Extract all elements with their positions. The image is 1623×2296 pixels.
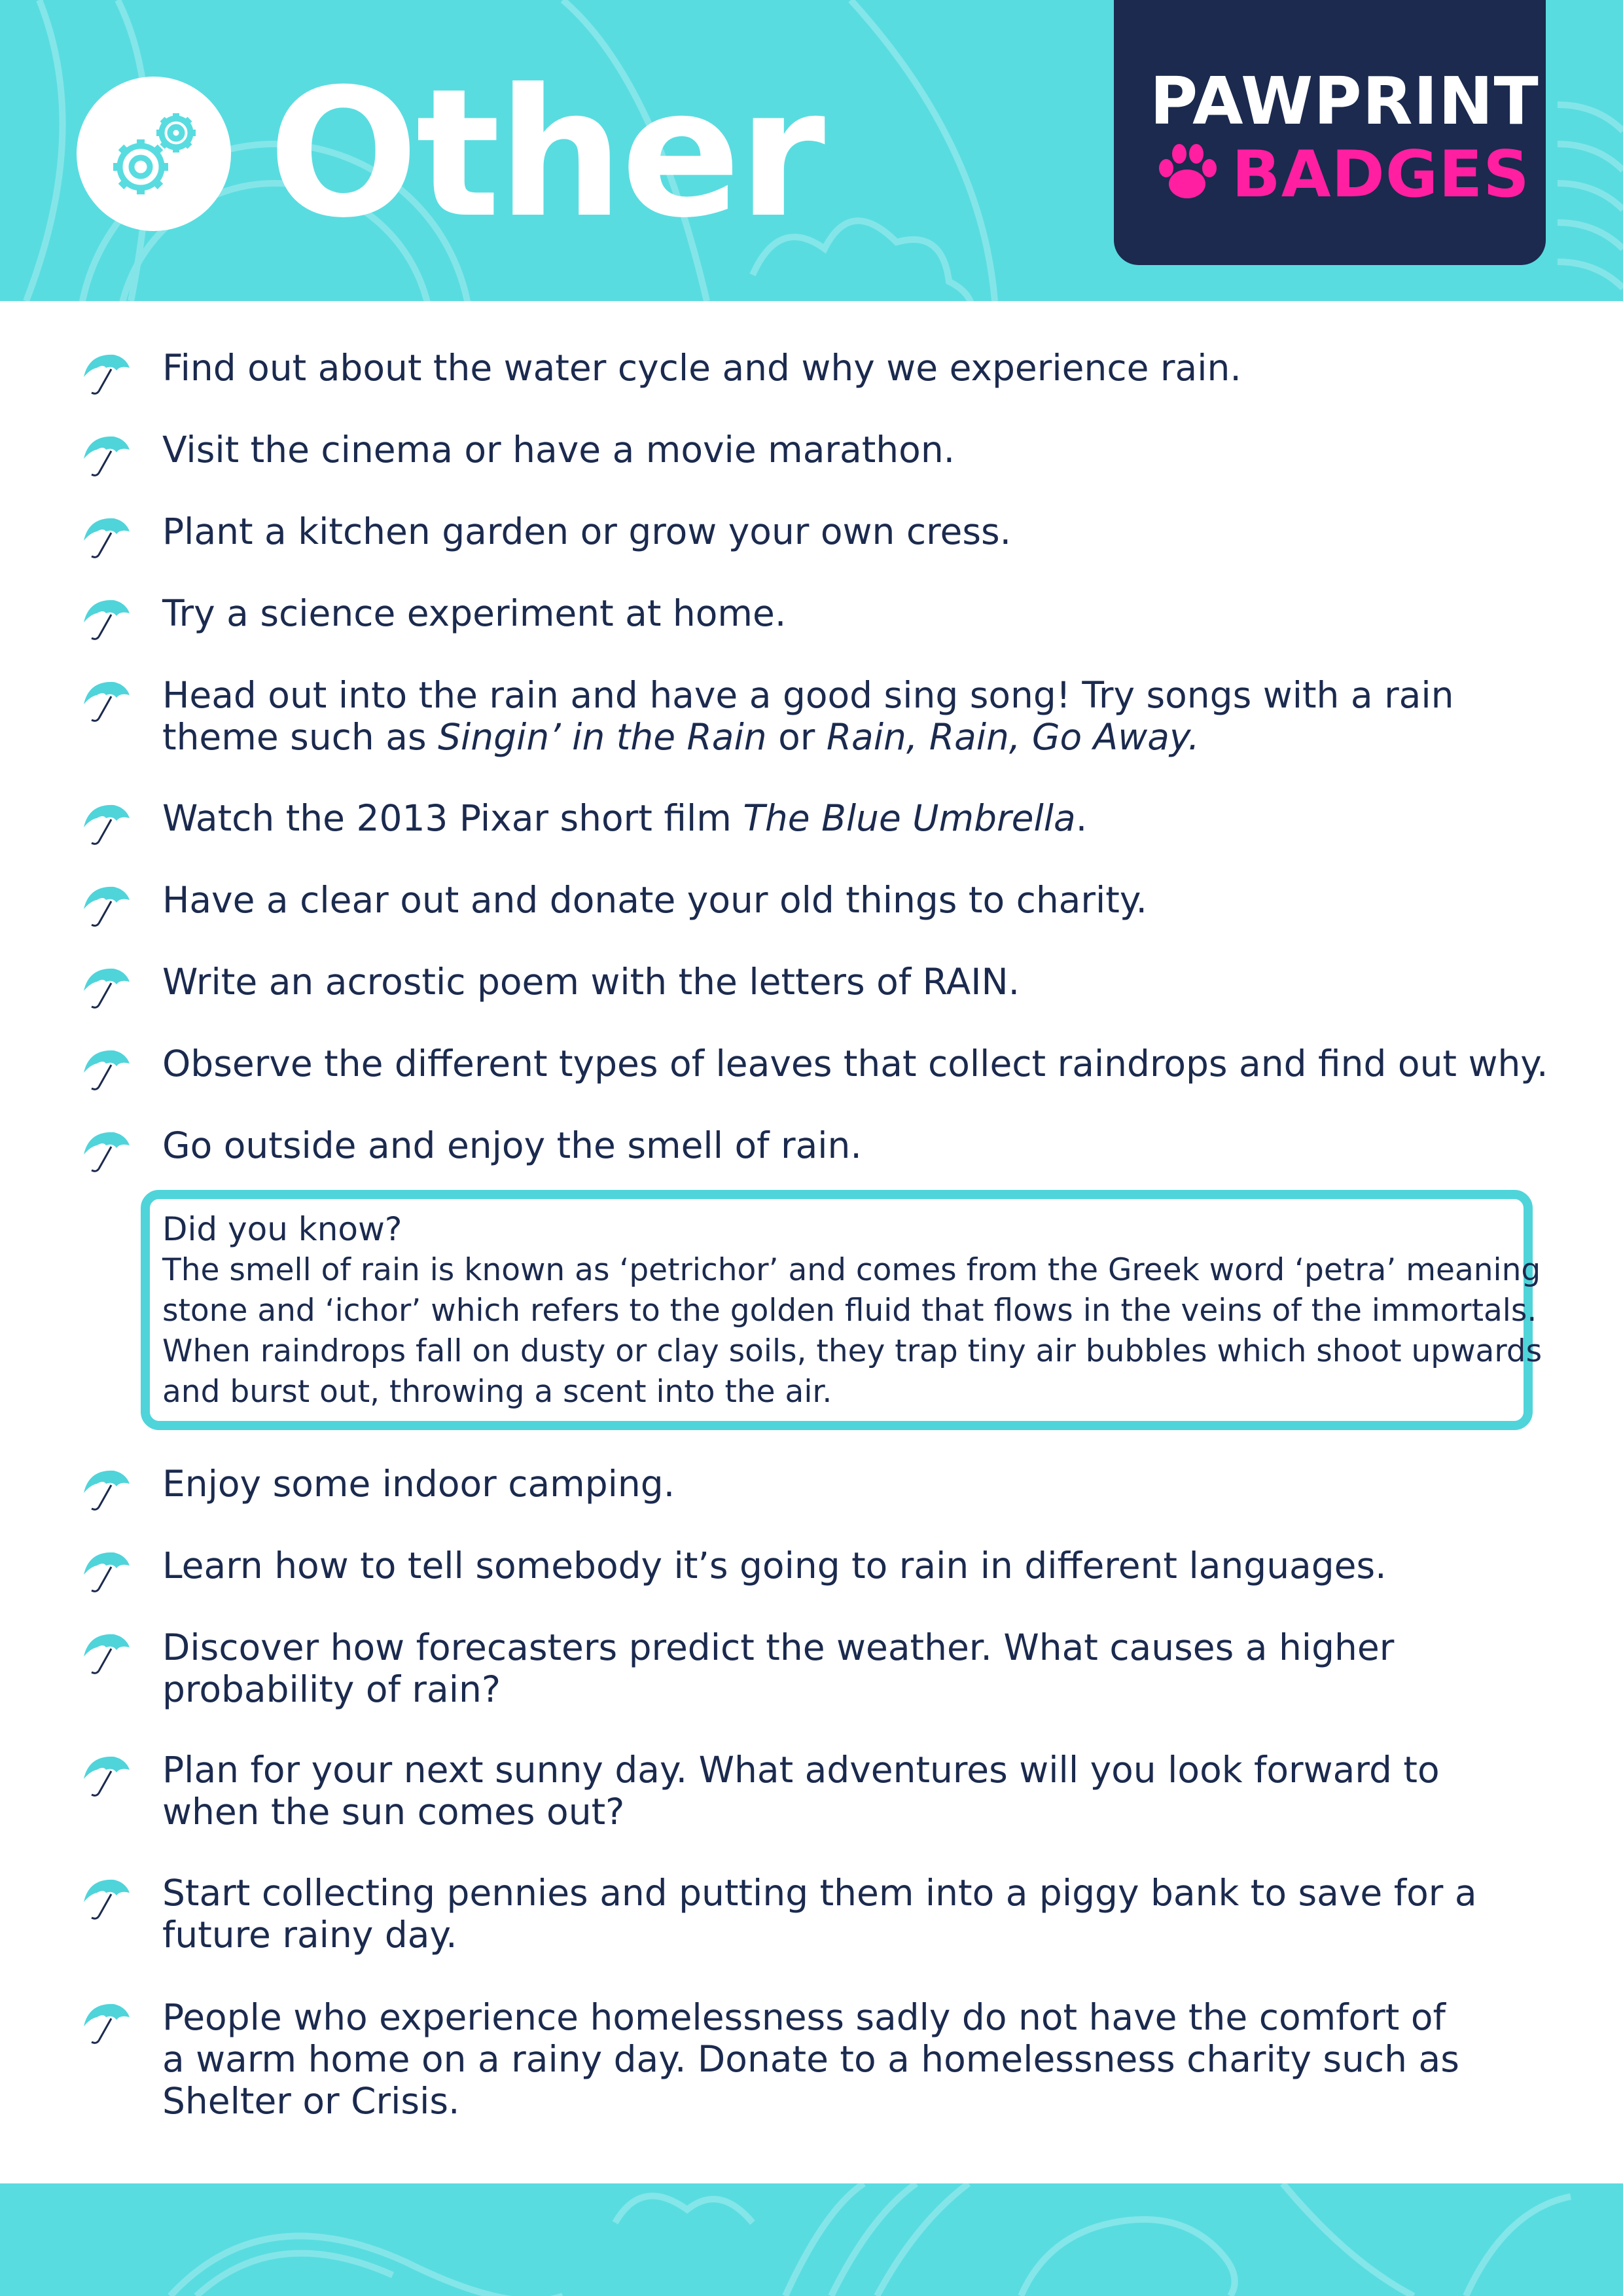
umbrella-icon — [80, 2000, 135, 2046]
umbrella-icon — [80, 1876, 135, 1922]
callout-line: The smell of rain is known as ‘petrichor’ and comes from the Greek word ‘petra’ meaning — [162, 1252, 1541, 1288]
item-line: future rainy day. — [162, 1914, 457, 1956]
callout-title: Did you know? — [162, 1210, 402, 1248]
item-text: Enjoy some indoor camping. — [162, 1463, 675, 1505]
item-text — [162, 674, 1550, 758]
logo-text-badges: BADGES — [1232, 137, 1530, 212]
callout-line: When raindrops fall on dusty or clay soils, they trap tiny air bubbles which shoot upwards — [162, 1333, 1543, 1369]
umbrella-icon — [80, 801, 135, 847]
pawprint-badges-logo — [1114, 0, 1546, 265]
item-line: Discover how forecasters predict the weather. What causes a higher — [162, 1626, 1395, 1668]
header-banner — [0, 0, 1623, 301]
item-text — [162, 1749, 1550, 1833]
footer-banner — [0, 2183, 1623, 2296]
text-span: Watch the 2013 Pixar short film — [162, 797, 743, 839]
umbrella-icon — [80, 1128, 135, 1174]
item-line: Plan for your next sunny day. What adventures will you look forward to — [162, 1749, 1440, 1791]
umbrella-icon — [80, 1467, 135, 1513]
umbrella-icon — [80, 678, 135, 724]
gears-icon-badge — [77, 77, 231, 231]
item-line: Start collecting pennies and putting them into a piggy bank to save for a — [162, 1872, 1477, 1914]
item-line: Head out into the rain and have a good sing song! Try songs with a rain — [162, 674, 1454, 716]
text-span: . — [1075, 797, 1088, 839]
paw-icon — [1154, 141, 1220, 206]
umbrella-icon — [80, 1549, 135, 1594]
umbrella-icon — [80, 596, 135, 642]
song-title: Singin’ in the Rain — [438, 716, 767, 758]
item-text: Visit the cinema or have a movie marathon. — [162, 429, 955, 471]
umbrella-icon — [80, 1753, 135, 1799]
text-span: or — [766, 716, 827, 758]
film-title: The Blue Umbrella — [743, 797, 1076, 839]
item-text: Find out about the water cycle and why we experience rain. — [162, 347, 1241, 389]
umbrella-icon — [80, 351, 135, 397]
item-text: Go outside and enjoy the smell of rain. — [162, 1124, 862, 1166]
item-text: Learn how to tell somebody it’s going to rain in different languages. — [162, 1545, 1387, 1587]
item-text — [162, 1872, 1550, 1956]
umbrella-icon — [80, 433, 135, 478]
logo-text-pawprint: PAWPRINT — [1150, 63, 1539, 139]
umbrella-icon — [80, 883, 135, 929]
callout-line: stone and ‘ichor’ which refers to the golden fluid that flows in the veins of the immortals. — [162, 1293, 1537, 1329]
item-line: a warm home on a rainy day. Donate to a homelessness charity such as — [162, 2038, 1459, 2080]
song-title: Rain, Rain, Go Away. — [826, 716, 1200, 758]
item-line — [162, 716, 1550, 758]
umbrella-icon — [80, 1630, 135, 1676]
callout-body — [162, 1250, 1542, 1412]
item-text: Observe the different types of leaves that collect raindrops and find out why. — [162, 1043, 1548, 1085]
item-text — [162, 1626, 1550, 1710]
item-text: Try a science experiment at home. — [162, 592, 787, 634]
umbrella-icon — [80, 514, 135, 560]
item-text: Have a clear out and donate your old things to charity. — [162, 879, 1148, 921]
item-line: Shelter or Crisis. — [162, 2080, 460, 2122]
item-text — [162, 797, 1550, 839]
item-text: Plant a kitchen garden or grow your own cress. — [162, 511, 1012, 552]
decorative-pattern — [0, 2183, 1623, 2296]
item-line: probability of rain? — [162, 1668, 501, 1710]
item-text: Write an acrostic poem with the letters of RAIN. — [162, 961, 1020, 1003]
item-line: People who experience homelessness sadly do not have the comfort of — [162, 1996, 1446, 2038]
gears-icon — [77, 77, 231, 231]
page-title: Other — [268, 50, 823, 257]
text-span: theme such as — [162, 716, 438, 758]
umbrella-icon — [80, 1047, 135, 1092]
item-text — [162, 1996, 1550, 2122]
item-line: when the sun comes out? — [162, 1791, 625, 1833]
callout-line: and burst out, throwing a scent into the air. — [162, 1374, 832, 1410]
umbrella-icon — [80, 965, 135, 1011]
